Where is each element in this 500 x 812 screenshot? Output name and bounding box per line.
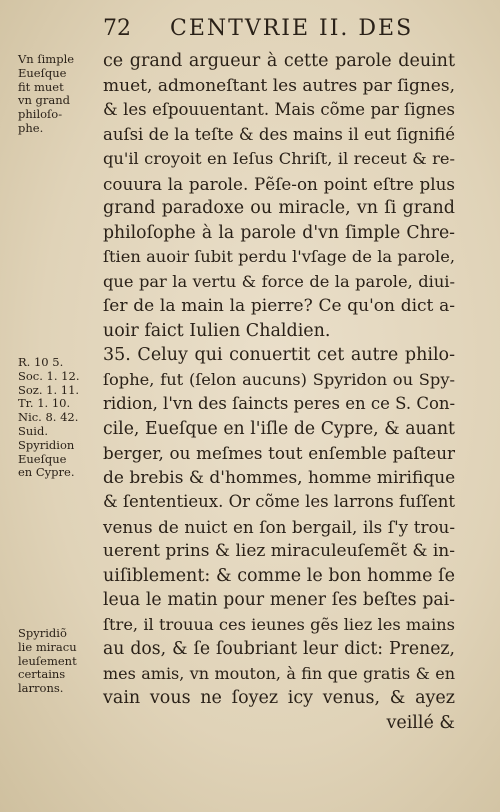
margin-line: leuſement (18, 653, 77, 668)
margin-line: Spyridion (18, 437, 75, 452)
text-line: uoir faict Iulien Chaldien. (103, 320, 331, 341)
text-line: auſsi de la teſte & des mains il eut ſignifié (103, 124, 455, 144)
text-line: ridion, l'vn des ſaincts peres en ce S. Con- (103, 394, 456, 413)
text-line: couura la parole. Pẽſe-on point eſtre plus (103, 173, 455, 194)
text-line: qu'il croyoit en Ieſus Chriſt, il receut & re- (103, 149, 455, 168)
margin-line: Nic. 8. 42. (18, 410, 79, 425)
text-line: & les eſpouuentant. Mais cõme par ſignes (103, 100, 455, 119)
margin-line: certains (18, 667, 66, 682)
text-line: ſer de la main la pierre? Ce qu'on dict a- (103, 296, 455, 316)
margin-line: larrons. (18, 681, 64, 696)
margin-line: en Cypre. (18, 465, 75, 480)
text-line: uerent prins & liez miraculeuſemẽt & in- (103, 541, 455, 561)
text-line: ſophe, fut (ſelon aucuns) Spyridon ou Spy- (103, 369, 455, 389)
margin-line: fit muet (18, 79, 64, 94)
margin-note-1 (18, 53, 102, 136)
text-line: venus de nuict en ſon bergail, ils ſ'y trou- (103, 516, 455, 537)
text-line: grand paradoxe ou miracle, vn ſi grand (103, 198, 455, 218)
text-line: 35. Celuy qui conuertit cet autre philo- (103, 345, 455, 365)
margin-note-3 (18, 627, 102, 696)
margin-line: Eueſque (18, 451, 67, 466)
margin-line: Vn ſimple (18, 52, 75, 66)
text-line: au dos, & ſe ſoubriant leur dict: Prenez, (103, 639, 455, 659)
text-line: ſtien auoir ſubit perdu l'vſage de la parole, (103, 247, 455, 266)
text-line: philoſophe à la parole d'vn ſimple Chre- (103, 222, 455, 243)
text-line: vain vous ne ſoyez icy venus, & ayez (103, 688, 455, 708)
margin-line: Soz. 1. 11. (18, 382, 80, 397)
margin-line: Tr. 1. 10. (18, 396, 71, 411)
text-line: uiſiblement: & comme le bon homme ſe (103, 565, 455, 586)
margin-line: philoſo- (18, 107, 63, 122)
text-line: leua le matin pour mener ſes beſtes pai- (103, 590, 455, 610)
text-line: & ſententieux. Or cõme les larrons fuſſent (103, 492, 455, 511)
margin-line: phe. (18, 120, 44, 135)
page-header (0, 10, 500, 44)
text-line: cile, Eueſque en l'iſle de Cypre, & auant (103, 418, 455, 439)
running-head: CENTVRIE II. DES (170, 16, 414, 41)
text-line: de brebis & d'hommes, homme mirifique (103, 467, 456, 488)
margin-line: lie miracu (18, 639, 77, 654)
text-line: berger, ou meſmes tout enſemble paſteur (103, 443, 455, 463)
margin-line: Suid. (18, 423, 48, 438)
margin-line: vn grand (18, 93, 71, 108)
margin-line: Soc. 1. 12. (18, 368, 80, 383)
margin-line: Eueſque (18, 65, 67, 80)
text-line: ce grand argueur à cette parole deuint (103, 51, 455, 71)
margin-line: Spyridiõ (18, 626, 67, 640)
main-text-block (103, 49, 455, 735)
text-line: muet, admoneſtant les autres par ſignes, (103, 75, 455, 96)
page-number: 72 (103, 16, 131, 41)
text-line: ſtre, il trouua ces ieunes gẽs liez les mains (103, 614, 455, 634)
text-line: mes amis, vn mouton, à fin que gratis & en (103, 663, 455, 683)
margin-note-2 (18, 356, 102, 480)
text-line: que par la vertu & force de la parole, diui- (103, 271, 455, 291)
catchword: veillé & (386, 712, 455, 733)
margin-line: R. 10 5. (18, 355, 64, 369)
